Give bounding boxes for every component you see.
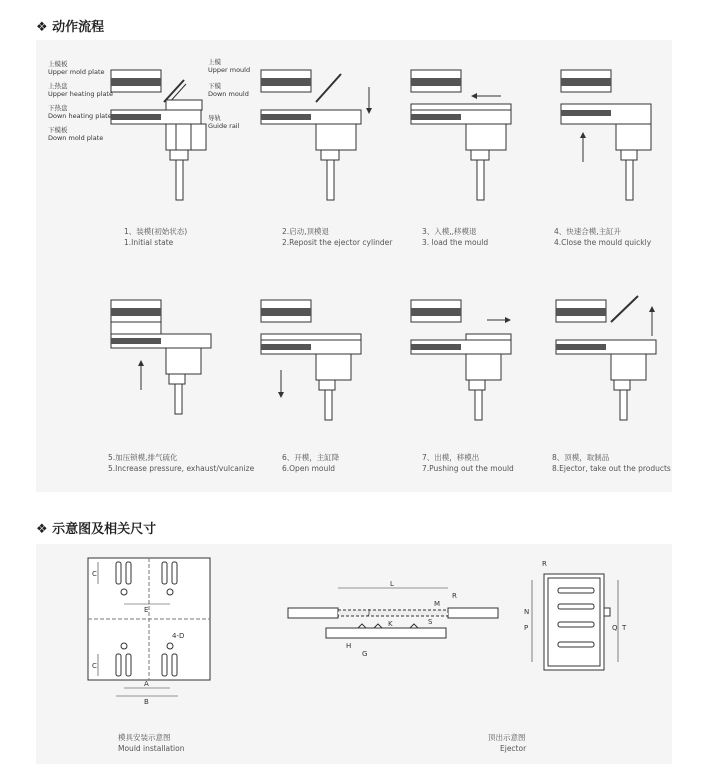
- step-8-caption-cn: 8、顶模，取制品: [552, 453, 610, 462]
- step-5-drawing: [111, 290, 231, 440]
- step-4-drawing: [561, 52, 681, 202]
- dim-g: G: [362, 650, 368, 658]
- step-7-caption-cn: 7、出模，移模出: [422, 453, 480, 462]
- step-5-caption-en: 5.Increase pressure, exhaust/vulcanize: [108, 464, 255, 473]
- mould-installation-caption-cn: 模具安装示意图: [118, 733, 171, 742]
- label-down-mold-plate-cn: 下模板: [48, 126, 68, 134]
- dim-l: L: [390, 580, 394, 588]
- step-8-drawing: [556, 290, 676, 440]
- mould-installation-caption-en: Mould installation: [118, 744, 185, 753]
- step-1-caption-en: 1.Initial state: [124, 238, 174, 247]
- step-2-caption-en: 2.Reposit the ejector cylinder: [282, 238, 393, 247]
- step-3-drawing: [411, 52, 531, 202]
- step-7-drawing: [411, 290, 531, 440]
- step-6-caption-cn: 6、开模，主缸降: [282, 453, 340, 462]
- step-6-caption-en: 6.Open mould: [282, 464, 336, 473]
- step-4-caption-cn: 4、快速合模,主缸升: [554, 227, 622, 236]
- dim-m: M: [434, 600, 441, 608]
- label-down-mold-plate-en: Down mold plate: [48, 134, 104, 142]
- dim-c-top: C: [92, 570, 97, 578]
- label-down-heating-plate-en: Down heating plate: [48, 112, 112, 120]
- diagram-panel: [36, 544, 672, 764]
- step-8-caption-en: 8.Ejector, take out the products: [552, 464, 671, 473]
- ejector-caption-cn: 顶出示意图: [488, 733, 526, 742]
- dim-k: K: [388, 620, 393, 628]
- label-down-mould-cn: 下模: [208, 82, 221, 90]
- step-6-drawing: [261, 290, 381, 440]
- dim-r: R: [452, 592, 457, 600]
- label-down-mould-en: Down mould: [208, 90, 249, 98]
- dim-e: E: [144, 606, 149, 614]
- step-1-drawing: [36, 52, 251, 212]
- dim-ej-q: Q: [612, 624, 618, 632]
- dim-h: H: [346, 642, 352, 650]
- mould-installation-drawing: [88, 558, 218, 708]
- process-panel: [36, 40, 672, 492]
- label-upper-mould-cn: 上模: [208, 58, 221, 66]
- label-upper-heating-plate-cn: 上热盘: [48, 82, 68, 90]
- dim-a: A: [144, 680, 149, 688]
- dim-ej-r: R: [542, 560, 547, 568]
- dim-b: B: [144, 698, 149, 706]
- step-4-caption-en: 4.Close the mould quickly: [554, 238, 652, 247]
- step-7-caption-en: 7.Pushing out the mould: [422, 464, 514, 473]
- label-guide-rail-en: Guide rail: [208, 122, 240, 130]
- label-guide-rail-cn: 导轨: [208, 114, 221, 122]
- dim-s: S: [428, 618, 433, 626]
- dim-c-bottom: C: [92, 662, 97, 670]
- ejector-drawing: [514, 558, 634, 688]
- label-upper-heating-plate-en: Upper heating plate: [48, 90, 113, 98]
- dim-ej-p: P: [524, 624, 529, 632]
- dim-j: J: [368, 608, 371, 616]
- step-3-caption-en: 3. load the mould: [422, 238, 489, 247]
- label-upper-mould-en: Upper mould: [208, 66, 251, 74]
- label-upper-mold-plate-cn: 上模板: [48, 60, 68, 68]
- dim-4d: 4-D: [172, 632, 185, 640]
- step-1-caption-cn: 1、装模(初始状态): [124, 227, 188, 236]
- step-2-drawing: [261, 52, 381, 202]
- step-3-caption-cn: 3、入模,,移模退: [422, 227, 477, 236]
- process-section-title: ❖ 动作流程: [36, 20, 105, 35]
- ejector-caption-en: Ejector: [500, 744, 527, 753]
- dim-ej-t: T: [622, 624, 627, 632]
- step-5-caption-cn: 5.加压锁模,排气硫化: [108, 453, 178, 462]
- dim-ej-n: N: [524, 608, 530, 616]
- section-drawing: [288, 580, 508, 664]
- step-2-caption-cn: 2.启动,顶模退: [282, 227, 330, 236]
- diagram-section-title: ❖ 示意图及相关尺寸: [36, 522, 157, 537]
- label-down-heating-plate-cn: 下热盘: [48, 104, 68, 112]
- label-upper-mold-plate-en: Upper mold plate: [48, 68, 105, 76]
